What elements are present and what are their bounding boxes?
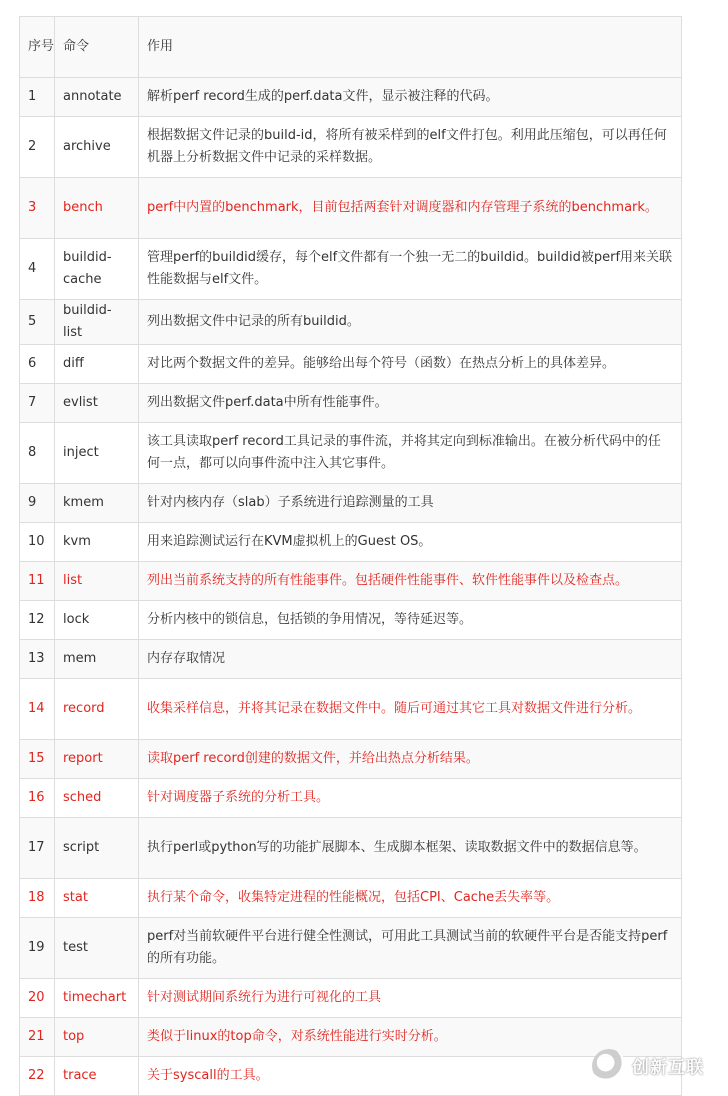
row-usage: 执行perl或python写的功能扩展脚本、生成脚本框架、读取数据文件中的数据信息等。 (139, 818, 682, 879)
header-command: 命令 (55, 17, 139, 78)
row-command: kmem (55, 484, 139, 523)
row-no: 11 (20, 562, 55, 601)
row-usage: perf对当前软硬件平台进行健全性测试，可用此工具测试当前的软硬件平台是否能支持perf的所有功能。 (139, 918, 682, 979)
row-command: test (55, 918, 139, 979)
table-row (20, 679, 682, 740)
row-command: trace (55, 1057, 139, 1096)
table-row (20, 345, 682, 384)
table-row (20, 1057, 682, 1096)
table-row (20, 117, 682, 178)
watermark (592, 1040, 728, 1091)
row-command: mem (55, 640, 139, 679)
table-row (20, 740, 682, 779)
row-no: 12 (20, 601, 55, 640)
table-row (20, 523, 682, 562)
header-usage: 作用 (139, 17, 682, 78)
row-no: 13 (20, 640, 55, 679)
row-command: kvm (55, 523, 139, 562)
table-row (20, 879, 682, 918)
row-usage: perf中内置的benchmark，目前包括两套针对调度器和内存管理子系统的benchmark。 (139, 178, 682, 239)
row-no: 15 (20, 740, 55, 779)
row-no: 4 (20, 239, 55, 300)
row-no: 7 (20, 384, 55, 423)
row-no: 22 (20, 1057, 55, 1096)
row-command: timechart (55, 979, 139, 1018)
row-usage: 对比两个数据文件的差异。能够给出每个符号（函数）在热点分析上的具体差异。 (139, 345, 682, 384)
row-command: top (55, 1018, 139, 1057)
row-usage: 针对测试期间系统行为进行可视化的工具 (139, 979, 682, 1018)
header-no: 序号 (20, 17, 55, 78)
table-row (20, 384, 682, 423)
row-usage: 用来追踪测试运行在KVM虚拟机上的Guest OS。 (139, 523, 682, 562)
table-row (20, 601, 682, 640)
row-usage: 列出数据文件中记录的所有buildid。 (139, 300, 682, 345)
row-no: 10 (20, 523, 55, 562)
row-usage: 管理perf的buildid缓存，每个elf文件都有一个独一无二的buildid。buildid被perf用来关联性能数据与elf文件。 (139, 239, 682, 300)
table-body (20, 78, 682, 1096)
table-row (20, 300, 682, 345)
row-usage: 列出当前系统支持的所有性能事件。包括硬件性能事件、软件性能事件以及检查点。 (139, 562, 682, 601)
row-usage: 该工具读取perf record工具记录的事件流，并将其定向到标准输出。在被分析代码中的任何一点，都可以向事件流中注入其它事件。 (139, 423, 682, 484)
row-command: annotate (55, 78, 139, 117)
row-no: 19 (20, 918, 55, 979)
watermark-text: 创新互联 (632, 1058, 704, 1078)
row-command: bench (55, 178, 139, 239)
row-command: buildid-list (55, 300, 139, 345)
row-usage: 读取perf record创建的数据文件，并给出热点分析结果。 (139, 740, 682, 779)
row-usage: 列出数据文件perf.data中所有性能事件。 (139, 384, 682, 423)
row-command: sched (55, 779, 139, 818)
row-usage: 针对调度器子系统的分析工具。 (139, 779, 682, 818)
row-command: lock (55, 601, 139, 640)
row-usage: 收集采样信息，并将其记录在数据文件中。随后可通过其它工具对数据文件进行分析。 (139, 679, 682, 740)
row-no: 21 (20, 1018, 55, 1057)
table-row (20, 78, 682, 117)
row-command: record (55, 679, 139, 740)
row-no: 14 (20, 679, 55, 740)
table-row (20, 779, 682, 818)
row-no: 17 (20, 818, 55, 879)
table-row (20, 423, 682, 484)
row-usage: 内存存取情况 (139, 640, 682, 679)
table-row (20, 178, 682, 239)
row-command: inject (55, 423, 139, 484)
row-usage: 类似于linux的top命令，对系统性能进行实时分析。 (139, 1018, 682, 1057)
row-command: archive (55, 117, 139, 178)
row-command: script (55, 818, 139, 879)
row-command: report (55, 740, 139, 779)
row-command: evlist (55, 384, 139, 423)
row-no: 18 (20, 879, 55, 918)
row-usage: 根据数据文件记录的build-id，将所有被采样到的elf文件打包。利用此压缩包，可以再任何机器上分析数据文件中记录的采样数据。 (139, 117, 682, 178)
table-row (20, 979, 682, 1018)
row-usage: 关于syscall的工具。 (139, 1057, 682, 1096)
watermark-logo-icon (592, 1049, 626, 1083)
row-no: 16 (20, 779, 55, 818)
row-no: 20 (20, 979, 55, 1018)
table-row (20, 818, 682, 879)
row-usage: 解析perf record生成的perf.data文件，显示被注释的代码。 (139, 78, 682, 117)
table-row (20, 562, 682, 601)
row-no: 5 (20, 300, 55, 345)
row-no: 6 (20, 345, 55, 384)
row-usage: 分析内核中的锁信息，包括锁的争用情况，等待延迟等。 (139, 601, 682, 640)
row-command: list (55, 562, 139, 601)
table-header-row (20, 17, 682, 78)
row-no: 8 (20, 423, 55, 484)
row-no: 2 (20, 117, 55, 178)
row-no: 3 (20, 178, 55, 239)
row-no: 9 (20, 484, 55, 523)
table-row (20, 640, 682, 679)
table-row (20, 239, 682, 300)
row-command: stat (55, 879, 139, 918)
row-no: 1 (20, 78, 55, 117)
table-row (20, 484, 682, 523)
row-command: buildid-cache (55, 239, 139, 300)
row-usage: 针对内核内存（slab）子系统进行追踪测量的工具 (139, 484, 682, 523)
perf-commands-table (19, 16, 682, 1096)
row-usage: 执行某个命令，收集特定进程的性能概况，包括CPI、Cache丢失率等。 (139, 879, 682, 918)
table-row (20, 918, 682, 979)
table-row (20, 1018, 682, 1057)
row-command: diff (55, 345, 139, 384)
